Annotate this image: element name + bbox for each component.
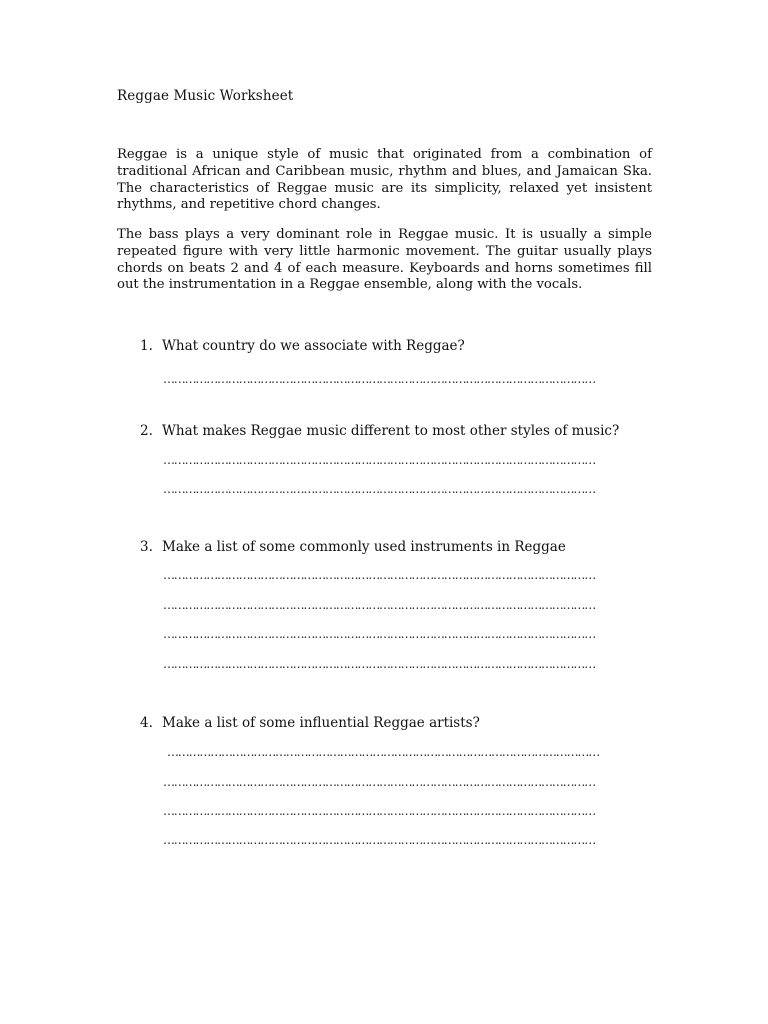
question-2 [140, 423, 619, 439]
answer-line-4-1[interactable]: ………………………………………………………………………………………………………… [167, 745, 600, 759]
answer-line-1-1[interactable]: ………………………………………………………………………………………………………… [163, 372, 596, 386]
answer-line-3-1[interactable]: ………………………………………………………………………………………………………… [163, 568, 596, 582]
question-3 [140, 539, 566, 555]
answer-line-4-2[interactable]: ………………………………………………………………………………………………………… [163, 775, 596, 789]
question-2-number: 2. [140, 423, 153, 439]
answer-line-3-4[interactable]: ………………………………………………………………………………………………………… [163, 657, 596, 671]
question-4-number: 4. [140, 715, 153, 731]
question-4-text: Make a list of some influential Reggae artists? [162, 715, 480, 731]
answer-line-2-2[interactable]: ………………………………………………………………………………………………………… [163, 482, 596, 496]
question-3-text: Make a list of some commonly used instruments in Reggae [162, 539, 566, 555]
worksheet-title: Reggae Music Worksheet [117, 88, 294, 104]
bass-paragraph: The bass plays a very dominant role in Reggae music. It is usually a simple repeated figure with very little harmonic movement. The guitar usually plays chords on beats 2 and 4 of each measure. Keyboards and horns sometimes fill out the instrumentation in a Reggae ensemble, along with the vocals. [117, 227, 652, 293]
question-2-text: What makes Reggae music different to most other styles of music? [162, 423, 620, 439]
question-4 [140, 715, 480, 731]
question-3-number: 3. [140, 539, 153, 555]
answer-line-4-4[interactable]: ………………………………………………………………………………………………………… [163, 833, 596, 847]
intro-paragraph: Reggae is a unique style of music that originated from a combination of traditional African and Caribbean music, rhythm and blues, and Jamaican Ska. The characteristics of Reggae music are its simplicity, relaxed yet insistent rhythms, and repetitive chord changes. [117, 147, 652, 213]
question-1-text: What country do we associate with Reggae? [162, 338, 465, 354]
question-1 [140, 338, 465, 354]
answer-line-3-2[interactable]: ………………………………………………………………………………………………………… [163, 598, 596, 612]
answer-line-4-3[interactable]: ………………………………………………………………………………………………………… [163, 804, 596, 818]
answer-line-3-3[interactable]: ………………………………………………………………………………………………………… [163, 627, 596, 641]
answer-line-2-1[interactable]: ………………………………………………………………………………………………………… [163, 453, 596, 467]
question-1-number: 1. [140, 338, 153, 354]
